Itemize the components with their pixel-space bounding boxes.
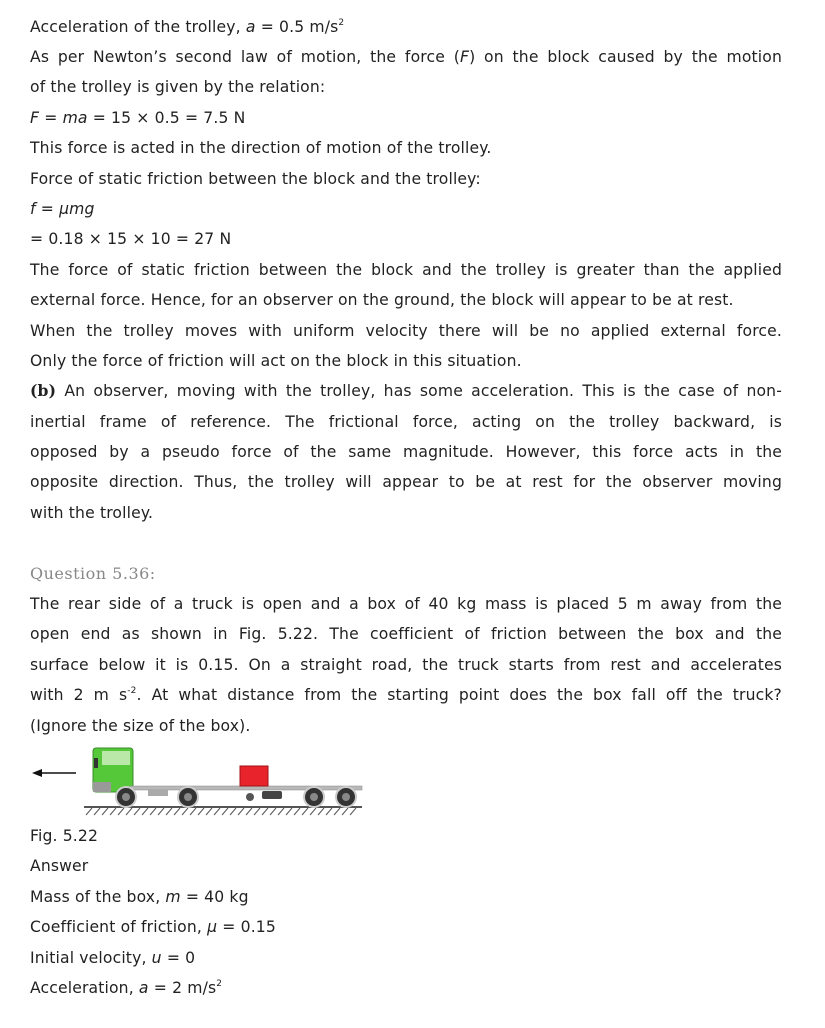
part-b-text: inertial frame of reference. The frictional force, acting on the trolley backward, is xyxy=(30,413,782,431)
given-mass: Mass of the box, m = 40 kg xyxy=(30,888,249,906)
truck-diagram xyxy=(30,742,370,820)
part-b-text: opposed by a pseudo force of the same magnitude. However, this force acts in the xyxy=(30,443,782,461)
given-friction-coefficient: Coefficient of friction, μ = 0.15 xyxy=(30,918,276,936)
part-b-text: with the trolley. xyxy=(30,504,154,522)
part-b-label: (b) xyxy=(30,381,57,400)
question-heading: Question 5.36: xyxy=(30,564,156,583)
given-acceleration: Acceleration, a = 2 $m/s^2$ xyxy=(30,979,223,997)
question-text: surface below it is 0.15. On a straight road, the truck starts from rest and accelerates xyxy=(30,656,782,674)
direction-text: This force is acted in the direction of motion of the trolley. xyxy=(30,139,492,157)
given-initial-velocity: Initial velocity, u = 0 xyxy=(30,949,196,967)
force-equation: F = ma = 15 × 0.5 = 7.5 N xyxy=(30,109,246,127)
static-friction-text: Force of static friction between the block and the trolley: xyxy=(30,170,481,188)
newton-law-text-cont: of the trolley is given by the relation: xyxy=(30,78,326,96)
friction-equation: f = μmg xyxy=(30,200,95,218)
paragraph-text: external force. Hence, for an observer on the ground, the block will appear to be at rest. xyxy=(30,291,734,309)
part-b-text: (b) An observer, moving with the trolley, has some acceleration. This is the case of non- xyxy=(30,381,782,400)
truck-figure xyxy=(30,742,370,820)
ground-hatch xyxy=(84,807,362,815)
acceleration-given: Acceleration of the trolley, a = 0.5 $m/s^2$ xyxy=(30,18,345,36)
question-text: with 2 m $s^{-2}$. At what distance from the starting point does the box fall off the truck? xyxy=(30,686,782,704)
paragraph-text: When the trolley moves with uniform velocity there will be no applied external force. xyxy=(30,322,782,340)
arrow-left-icon xyxy=(32,769,76,777)
cargo-box xyxy=(240,766,268,786)
newton-law-text: As per Newton’s second law of motion, the force (F) on the block caused by the motion xyxy=(30,48,782,66)
friction-calculation: = 0.18 × 15 × 10 = 27 N xyxy=(30,230,232,248)
truck-cab xyxy=(93,748,133,792)
paragraph-text: The force of static friction between the block and the trolley is greater than the applied xyxy=(30,261,782,279)
figure-caption: Fig. 5.22 xyxy=(30,827,99,845)
flatbed xyxy=(130,786,362,790)
question-text: (Ignore the size of the box). xyxy=(30,717,251,735)
question-text: open end as shown in Fig. 5.22. The coefficient of friction between the box and the xyxy=(30,625,782,643)
part-b-text: opposite direction. Thus, the trolley will appear to be at rest for the observer moving xyxy=(30,473,782,491)
paragraph-text: Only the force of friction will act on the block in this situation. xyxy=(30,352,522,370)
question-text: The rear side of a truck is open and a box of 40 kg mass is placed 5 m away from the xyxy=(30,595,782,613)
answer-heading: Answer xyxy=(30,857,89,875)
